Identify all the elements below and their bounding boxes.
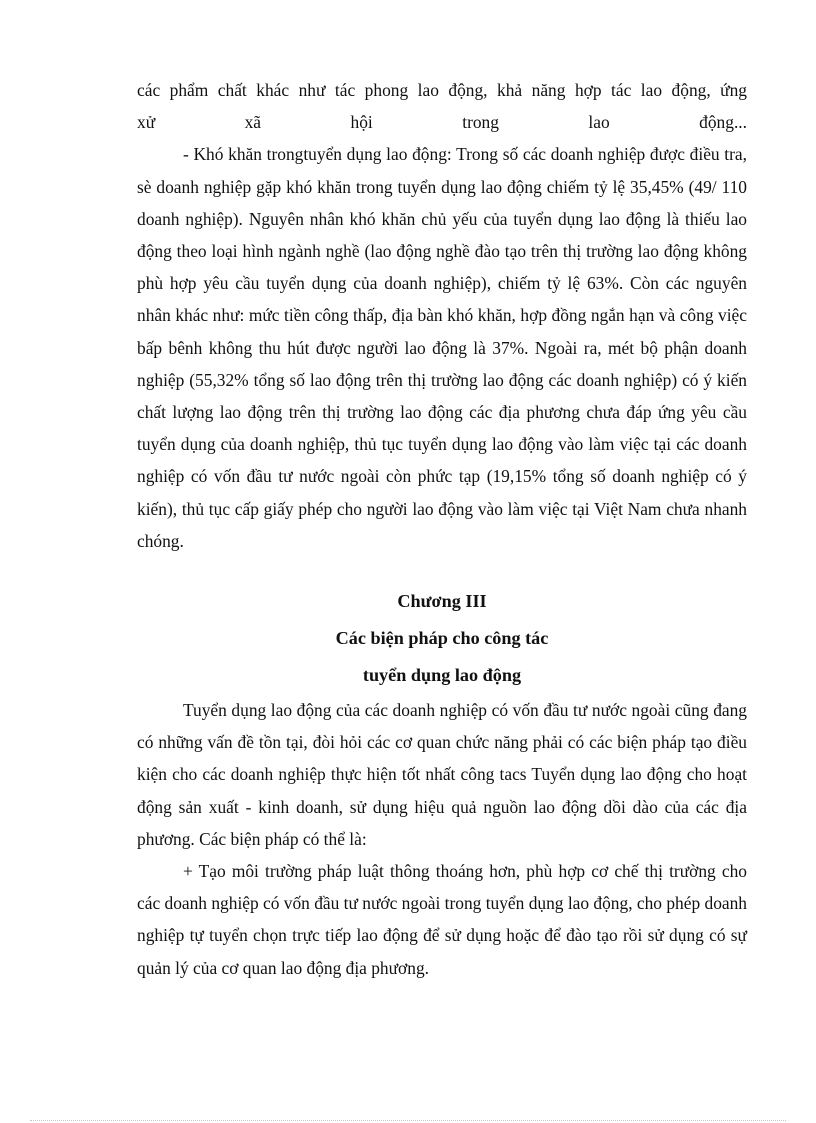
paragraph-measure-1: + Tạo môi trường pháp luật thông thoáng hơn, phù hợp cơ chế thị trường cho các doanh nghiệp có vốn đầu tư nước ngoài trong tuyển dụng lao động, cho phép doanh nghiệp tự tuyển chọn trực tiếp lao động để sử dụng hoặc để đào tạo rồi sử dụng có sự quản lý của cơ quan lao động địa phương. xyxy=(137,861,748,978)
chapter-title-line2: tuyển dụng lao động xyxy=(362,665,522,686)
chapter-heading xyxy=(137,583,747,694)
intro-paragraph-line1: các phẩm chất khác như tác phong lao động, khả năng hợp tác lao động, ứng xyxy=(137,80,747,100)
paragraph-measures-intro: Tuyển dụng lao động của các doanh nghiệp có vốn đầu tư nước ngoài cũng đang có những vấn đề tồn tại, đòi hỏi các cơ quan chức năng phải có các biện pháp tạo điều kiện cho các doanh nghiệp thực hiện tốt nhất công tacs Tuyển dụng lao động cho hoạt động sản xuất - kinh doanh, sử dụng hiệu quả nguồn lao động dồi dào của các địa phương. Các biện pháp có thể là: xyxy=(137,700,747,849)
intro-paragraph-line2: xử xã hội trong lao động... xyxy=(137,112,747,133)
chapter-number: Chương III xyxy=(397,591,487,612)
page-bottom-divider xyxy=(30,1120,786,1121)
paragraph-recruitment-difficulty: - Khó khăn trongtuyển dụng lao động: Trong số các doanh nghiệp được điều tra, sè doanh nghiệp gặp khó khăn trong tuyển dụng lao động chiếm tỷ lệ 35,45% (49/ 110 doanh nghiệp). Nguyên nhân khó khăn chủ yếu của tuyển dụng lao động là thiếu lao động theo loại hình ngành nghề (lao động nghề đào tạo trên thị trường lao động không phù hợp yêu cầu tuyển dụng của doanh nghiệp), chiếm tỷ lệ 63%. Còn các nguyên nhân khác như: mức tiền công thấp, địa bàn khó khăn, hợp đồng ngắn hạn và công việc bấp bênh không thu hút được người lao động là 37%. Ngoài ra, mét bộ phận doanh nghiệp (55,32% tổng số lao động trên thị trường lao động các doanh nghiệp) có ý kiến chất lượng lao động trên thị trường lao động các địa phương chưa đáp ứng yêu cầu tuyển dụng của doanh nghiệp, thủ tục tuyển dụng lao động vào làm việc tại các doanh nghiệp có vốn đầu tư nước ngoài còn phức tạp (19,15% tổng số doanh nghiệp có ý kiến), thủ tục cấp giấy phép cho người lao động vào làm việc tại Việt Nam chưa nhanh chóng. xyxy=(137,144,747,551)
document-page xyxy=(137,74,747,984)
chapter-title-line1: Các biện pháp cho công tác xyxy=(335,628,549,649)
